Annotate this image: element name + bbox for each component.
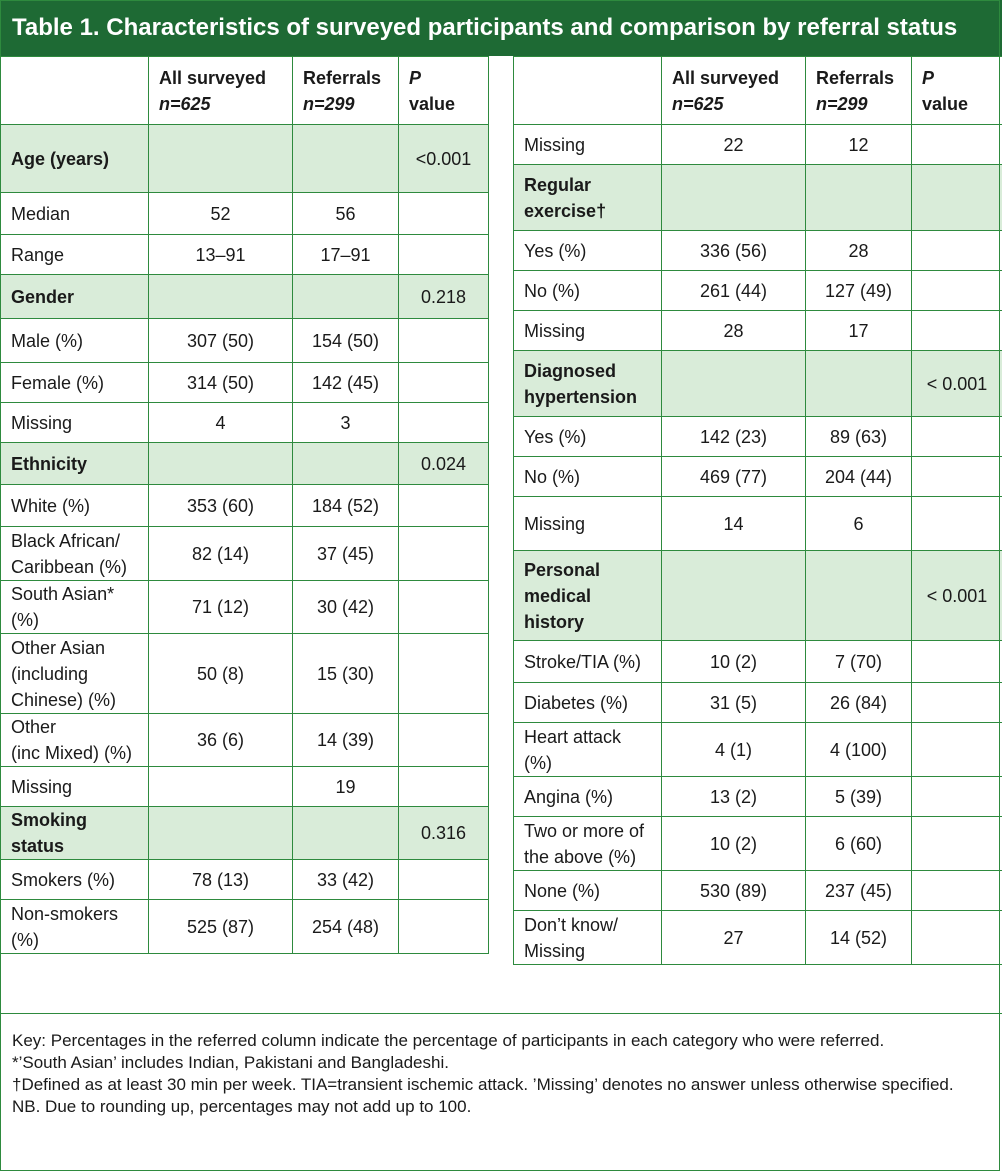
all-surveyed-cell: 10 (2) xyxy=(662,817,806,871)
all-surveyed-cell: 71 (12) xyxy=(149,581,293,634)
referrals-cell: 4 (100) xyxy=(806,723,912,777)
referrals-cell: 37 (45) xyxy=(293,527,399,581)
referrals-cell: 26 (84) xyxy=(806,683,912,723)
referrals-cell: 6 (60) xyxy=(806,817,912,871)
header-referrals-line2: n=299 xyxy=(303,94,355,114)
all-surveyed-cell: 22 xyxy=(662,125,806,165)
referrals-cell: 204 (44) xyxy=(806,457,912,497)
all-surveyed-cell: 4 (1) xyxy=(662,723,806,777)
footnote-exercise: †Defined as at least 30 min per week. TIA=transient ischemic attack. ’Missing’ denotes no answer unless otherwise specified. xyxy=(12,1075,954,1094)
all-surveyed-cell: 10 (2) xyxy=(662,641,806,683)
footnote-south-asian: *’South Asian’ includes Indian, Pakistani and Bangladeshi. xyxy=(12,1053,449,1072)
row-label: Yes (%) xyxy=(514,417,662,457)
row-label: No (%) xyxy=(514,271,662,311)
referrals-cell: 56 xyxy=(293,193,399,235)
footnote-rounding: NB. Due to rounding up, percentages may not add up to 100. xyxy=(12,1097,472,1116)
all-surveyed-cell: 31 (5) xyxy=(662,683,806,723)
all-surveyed-cell: 78 (13) xyxy=(149,860,293,900)
all-surveyed-cell: 52 xyxy=(149,193,293,235)
footnote-key: Key: Percentages in the referred column indicate the percentage of participants in each category who were referred. xyxy=(12,1031,885,1050)
row-label: Male (%) xyxy=(1,319,149,363)
header-all-surveyed-line2: n=625 xyxy=(159,94,211,114)
row-label: Personal medical history xyxy=(514,551,662,641)
all-surveyed-cell: 4 xyxy=(149,403,293,443)
referrals-cell: 5 (39) xyxy=(806,777,912,817)
header-p-value-line2: value xyxy=(409,94,456,114)
row-label: Two or more of the above (%) xyxy=(514,817,662,871)
referrals-cell: 127 (49) xyxy=(806,271,912,311)
row-label: Missing xyxy=(514,311,662,351)
row-label: Stroke/TIA (%) xyxy=(514,641,662,683)
all-surveyed-cell: 28 xyxy=(662,311,806,351)
referrals-cell: 15 (30) xyxy=(293,634,399,714)
row-label: Age (years) xyxy=(1,125,149,193)
header-all-surveyed-line1: All surveyed xyxy=(672,68,780,88)
row-label: Smoking status xyxy=(1,807,149,860)
referrals-cell: 14 (39) xyxy=(293,714,399,767)
row-label: None (%) xyxy=(514,871,662,911)
row-label: Other Asian (including Chinese) (%) xyxy=(1,634,149,714)
all-surveyed-cell: 336 (56) xyxy=(662,231,806,271)
referrals-cell: 17 xyxy=(806,311,912,351)
all-surveyed-cell: 36 (6) xyxy=(149,714,293,767)
row-label: Non-smokers (%) xyxy=(1,900,149,954)
all-surveyed-cell: 525 (87) xyxy=(149,900,293,954)
row-label: No (%) xyxy=(514,457,662,497)
all-surveyed-cell: 530 (89) xyxy=(662,871,806,911)
referrals-cell: 30 (42) xyxy=(293,581,399,634)
p-value-cell: 0.218 xyxy=(399,275,489,319)
header-referrals-line1: Referrals xyxy=(816,68,895,88)
row-label: Range xyxy=(1,235,149,275)
header-p-value-line1: P xyxy=(922,68,935,88)
row-label: Median xyxy=(1,193,149,235)
all-surveyed-cell: 13–91 xyxy=(149,235,293,275)
referrals-cell: 19 xyxy=(293,767,399,807)
all-surveyed-cell: 314 (50) xyxy=(149,363,293,403)
p-value-cell: < 0.001 xyxy=(912,551,1002,641)
header-referrals-line2: n=299 xyxy=(816,94,868,114)
row-label: Heart attack (%) xyxy=(514,723,662,777)
row-label: Angina (%) xyxy=(514,777,662,817)
row-label: Ethnicity xyxy=(1,443,149,485)
referrals-cell: 184 (52) xyxy=(293,485,399,527)
all-surveyed-cell: 307 (50) xyxy=(149,319,293,363)
all-surveyed-cell: 14 xyxy=(662,497,806,551)
row-label: Black African/ Caribbean (%) xyxy=(1,527,149,581)
header-p-value-line2: value xyxy=(922,94,969,114)
row-label: Gender xyxy=(1,275,149,319)
referrals-cell: 33 (42) xyxy=(293,860,399,900)
referrals-cell: 89 (63) xyxy=(806,417,912,457)
referrals-cell: 154 (50) xyxy=(293,319,399,363)
referrals-cell: 3 xyxy=(293,403,399,443)
header-all-surveyed-line1: All surveyed xyxy=(159,68,267,88)
row-label: White (%) xyxy=(1,485,149,527)
referrals-cell: 254 (48) xyxy=(293,900,399,954)
referrals-cell: 17–91 xyxy=(293,235,399,275)
all-surveyed-cell: 50 (8) xyxy=(149,634,293,714)
header-p-value-line1: P xyxy=(409,68,422,88)
row-label: Yes (%) xyxy=(514,231,662,271)
row-label: Female (%) xyxy=(1,363,149,403)
table-title: Table 1. Characteristics of surveyed participants and comparison by referral status xyxy=(0,0,1002,56)
row-label: Missing xyxy=(1,403,149,443)
referrals-cell: 12 xyxy=(806,125,912,165)
row-label: Regular exercise† xyxy=(514,165,662,231)
p-value-cell: < 0.001 xyxy=(912,351,1002,417)
header-all-surveyed-line2: n=625 xyxy=(672,94,724,114)
row-label: Missing xyxy=(514,125,662,165)
referrals-cell: 237 (45) xyxy=(806,871,912,911)
p-value-cell: 0.024 xyxy=(399,443,489,485)
row-label: Missing xyxy=(514,497,662,551)
referrals-cell: 28 xyxy=(806,231,912,271)
referrals-cell: 142 (45) xyxy=(293,363,399,403)
row-label: Don’t know/ Missing xyxy=(514,911,662,965)
p-value-cell: 0.316 xyxy=(399,807,489,860)
row-label: Diabetes (%) xyxy=(514,683,662,723)
all-surveyed-cell: 13 (2) xyxy=(662,777,806,817)
all-surveyed-cell: 469 (77) xyxy=(662,457,806,497)
row-label: South Asian* (%) xyxy=(1,581,149,634)
referrals-cell: 7 (70) xyxy=(806,641,912,683)
referrals-cell: 6 xyxy=(806,497,912,551)
all-surveyed-cell: 261 (44) xyxy=(662,271,806,311)
all-surveyed-cell: 353 (60) xyxy=(149,485,293,527)
row-label: Other (inc Mixed) (%) xyxy=(1,714,149,767)
header-referrals-line1: Referrals xyxy=(303,68,382,88)
row-label: Smokers (%) xyxy=(1,860,149,900)
p-value-cell: <0.001 xyxy=(399,125,489,193)
all-surveyed-cell: 142 (23) xyxy=(662,417,806,457)
referrals-cell: 14 (52) xyxy=(806,911,912,965)
row-label: Diagnosed hypertension xyxy=(514,351,662,417)
all-surveyed-cell: 27 xyxy=(662,911,806,965)
row-label: Missing xyxy=(1,767,149,807)
all-surveyed-cell: 82 (14) xyxy=(149,527,293,581)
